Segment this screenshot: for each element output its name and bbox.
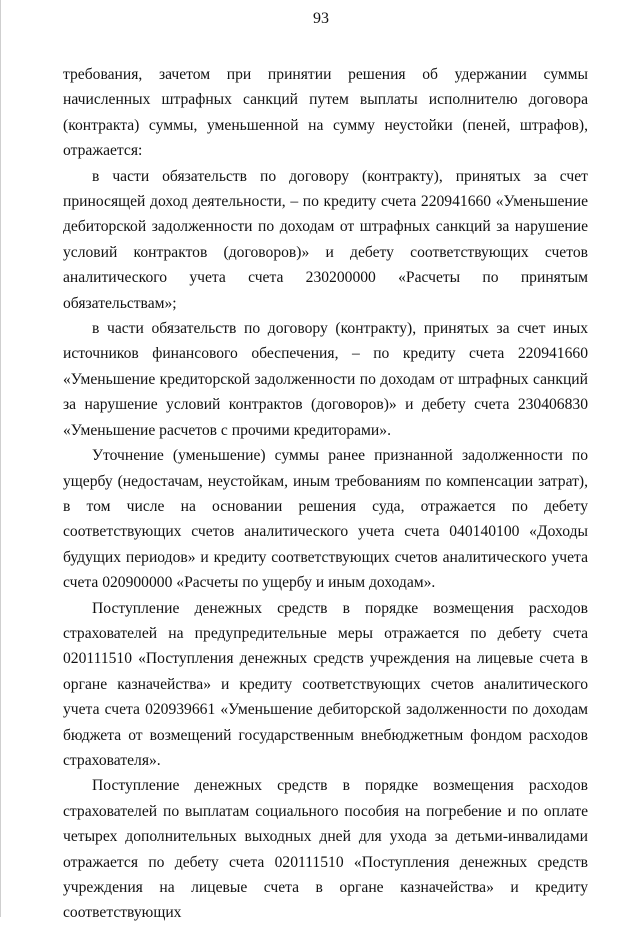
document-body: [63, 62, 588, 926]
paragraph-3: в части обязательств по договору (контракту), принятых за счет иных источников финансового обеспечения, – по кредиту счета 220941660 «Уменьшение кредиторской задолженности по доходам от штрафных санкций за нарушение условий контрактов (договоров)» и дебету счета 230406830 «Уменьшение расчетов с прочими кредиторами».: [63, 320, 588, 439]
paragraph-4: Уточнение (уменьшение) суммы ранее признанной задолженности по ущербу (недостачам, неустойкам, иным требованиям по компенсации затрат), в том числе на основании решения суда, отражается по дебету соответствующих счетов аналитического учета счета 040140100 «Доходы будущих периодов» и кредиту соответствующих счетов аналитического учета счета 020900000 «Расчеты по ущербу и иным доходам».: [63, 447, 588, 592]
page-number: 93: [313, 10, 329, 27]
paragraph-5: Поступление денежных средств в порядке возмещения расходов страхователей на предупредительные меры отражается по дебету счета 020111510 «Поступления денежных средств учреждения на лицевые счета в органе казначейства» и кредиту соответствующих счетов аналитического учета счета 020939661 «Уменьшение дебиторской задолженности по доходам бюджета от возмещений государственным внебюджетным фондом расходов страхователя».: [63, 599, 588, 769]
paragraph-1: требования, зачетом при принятии решения об удержании суммы начисленных штрафных санкций путем выплаты исполнителю договора (контракта) суммы, уменьшенной на сумму неустойки (пеней, штрафов), отражается:: [63, 66, 588, 160]
paragraph-6: Поступление денежных средств в порядке возмещения расходов страхователей по выплатам социального пособия на погребение и по оплате четырех дополнительных выходных дней для ухода за детьми-инвалидами отражается по дебету счета 020111510 «Поступления денежных средств учреждения на лицевые счета в органе казначейства» и кредиту соответствующих: [63, 777, 588, 922]
paragraph-2: в части обязательств по договору (контракту), принятых за счет приносящей доход деятельности, – по кредиту счета 220941660 «Уменьшение дебиторской задолженности по доходам от штрафных санкций за нарушение условий контрактов (договоров)» и дебету соответствующих счетов аналитического учета счета 230200000 «Расчеты по принятым обязательствам»;: [63, 167, 588, 312]
